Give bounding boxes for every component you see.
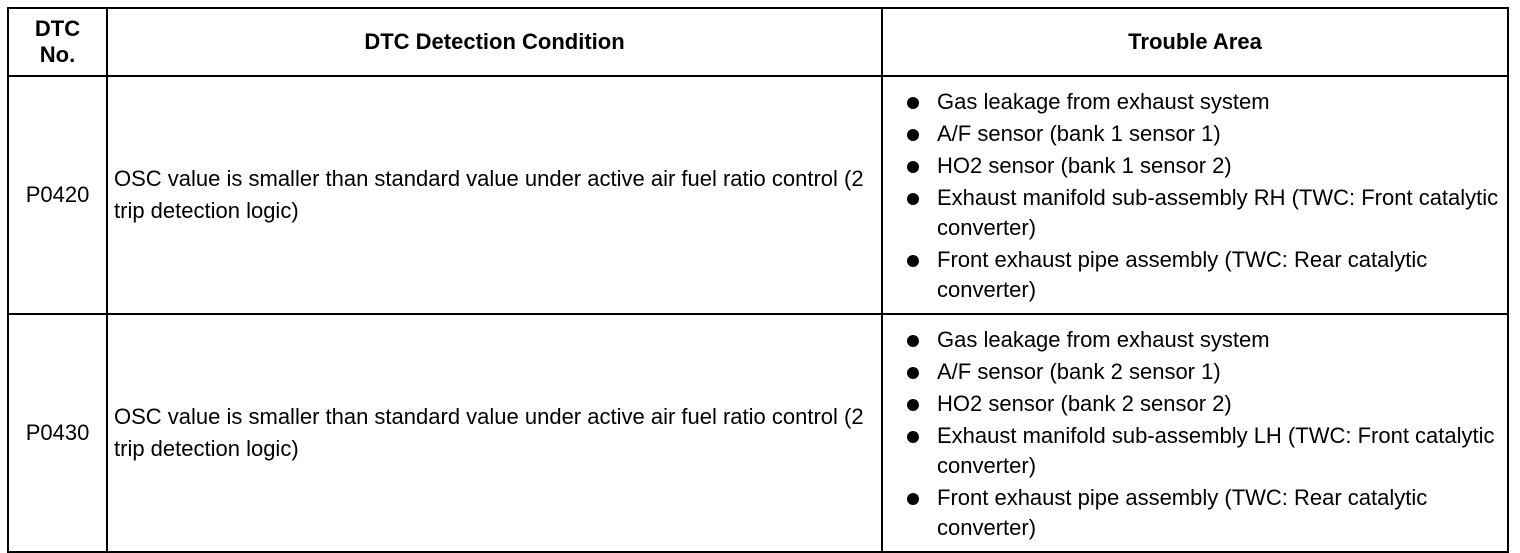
trouble-area-text: HO2 sensor (bank 2 sensor 2) <box>937 391 1232 416</box>
dtc-table <box>7 7 1509 553</box>
trouble-area-list <box>903 87 1501 305</box>
bullet-icon <box>907 255 919 267</box>
trouble-area-text: Exhaust manifold sub-assembly LH (TWC: Front catalytic converter) <box>937 423 1495 478</box>
list-item <box>903 245 1501 305</box>
trouble-area-text: Gas leakage from exhaust system <box>937 89 1270 114</box>
header-row <box>8 8 1508 76</box>
bullet-icon <box>907 193 919 205</box>
detection-condition-cell: OSC value is smaller than standard value under active air fuel ratio control (2 trip detection logic) <box>107 314 882 552</box>
list-item <box>903 87 1501 117</box>
bullet-icon <box>907 97 919 109</box>
trouble-area-text: Exhaust manifold sub-assembly RH (TWC: Front catalytic converter) <box>937 185 1499 240</box>
header-dtc-no: DTC No. <box>8 8 107 76</box>
bullet-icon <box>907 493 919 505</box>
trouble-area-text: Front exhaust pipe assembly (TWC: Rear catalytic converter) <box>937 247 1428 302</box>
trouble-area-text: A/F sensor (bank 1 sensor 1) <box>937 121 1221 146</box>
trouble-area-cell <box>882 314 1508 552</box>
table-row <box>8 314 1508 552</box>
trouble-area-text: Gas leakage from exhaust system <box>937 327 1270 352</box>
list-item <box>903 325 1501 355</box>
list-item <box>903 151 1501 181</box>
list-item <box>903 421 1501 481</box>
table-row <box>8 76 1508 314</box>
list-item <box>903 119 1501 149</box>
trouble-area-list <box>903 325 1501 543</box>
bullet-icon <box>907 367 919 379</box>
bullet-icon <box>907 335 919 347</box>
list-item <box>903 483 1501 543</box>
trouble-area-text: Front exhaust pipe assembly (TWC: Rear catalytic converter) <box>937 485 1428 540</box>
trouble-area-text: HO2 sensor (bank 1 sensor 2) <box>937 153 1232 178</box>
trouble-area-cell <box>882 76 1508 314</box>
bullet-icon <box>907 161 919 173</box>
trouble-area-text: A/F sensor (bank 2 sensor 1) <box>937 359 1221 384</box>
list-item <box>903 389 1501 419</box>
list-item <box>903 183 1501 243</box>
bullet-icon <box>907 129 919 141</box>
dtc-code-cell: P0430 <box>8 314 107 552</box>
header-condition: DTC Detection Condition <box>107 8 882 76</box>
list-item <box>903 357 1501 387</box>
bullet-icon <box>907 399 919 411</box>
header-trouble-area: Trouble Area <box>882 8 1508 76</box>
dtc-code-cell: P0420 <box>8 76 107 314</box>
detection-condition-cell: OSC value is smaller than standard value under active air fuel ratio control (2 trip detection logic) <box>107 76 882 314</box>
bullet-icon <box>907 431 919 443</box>
